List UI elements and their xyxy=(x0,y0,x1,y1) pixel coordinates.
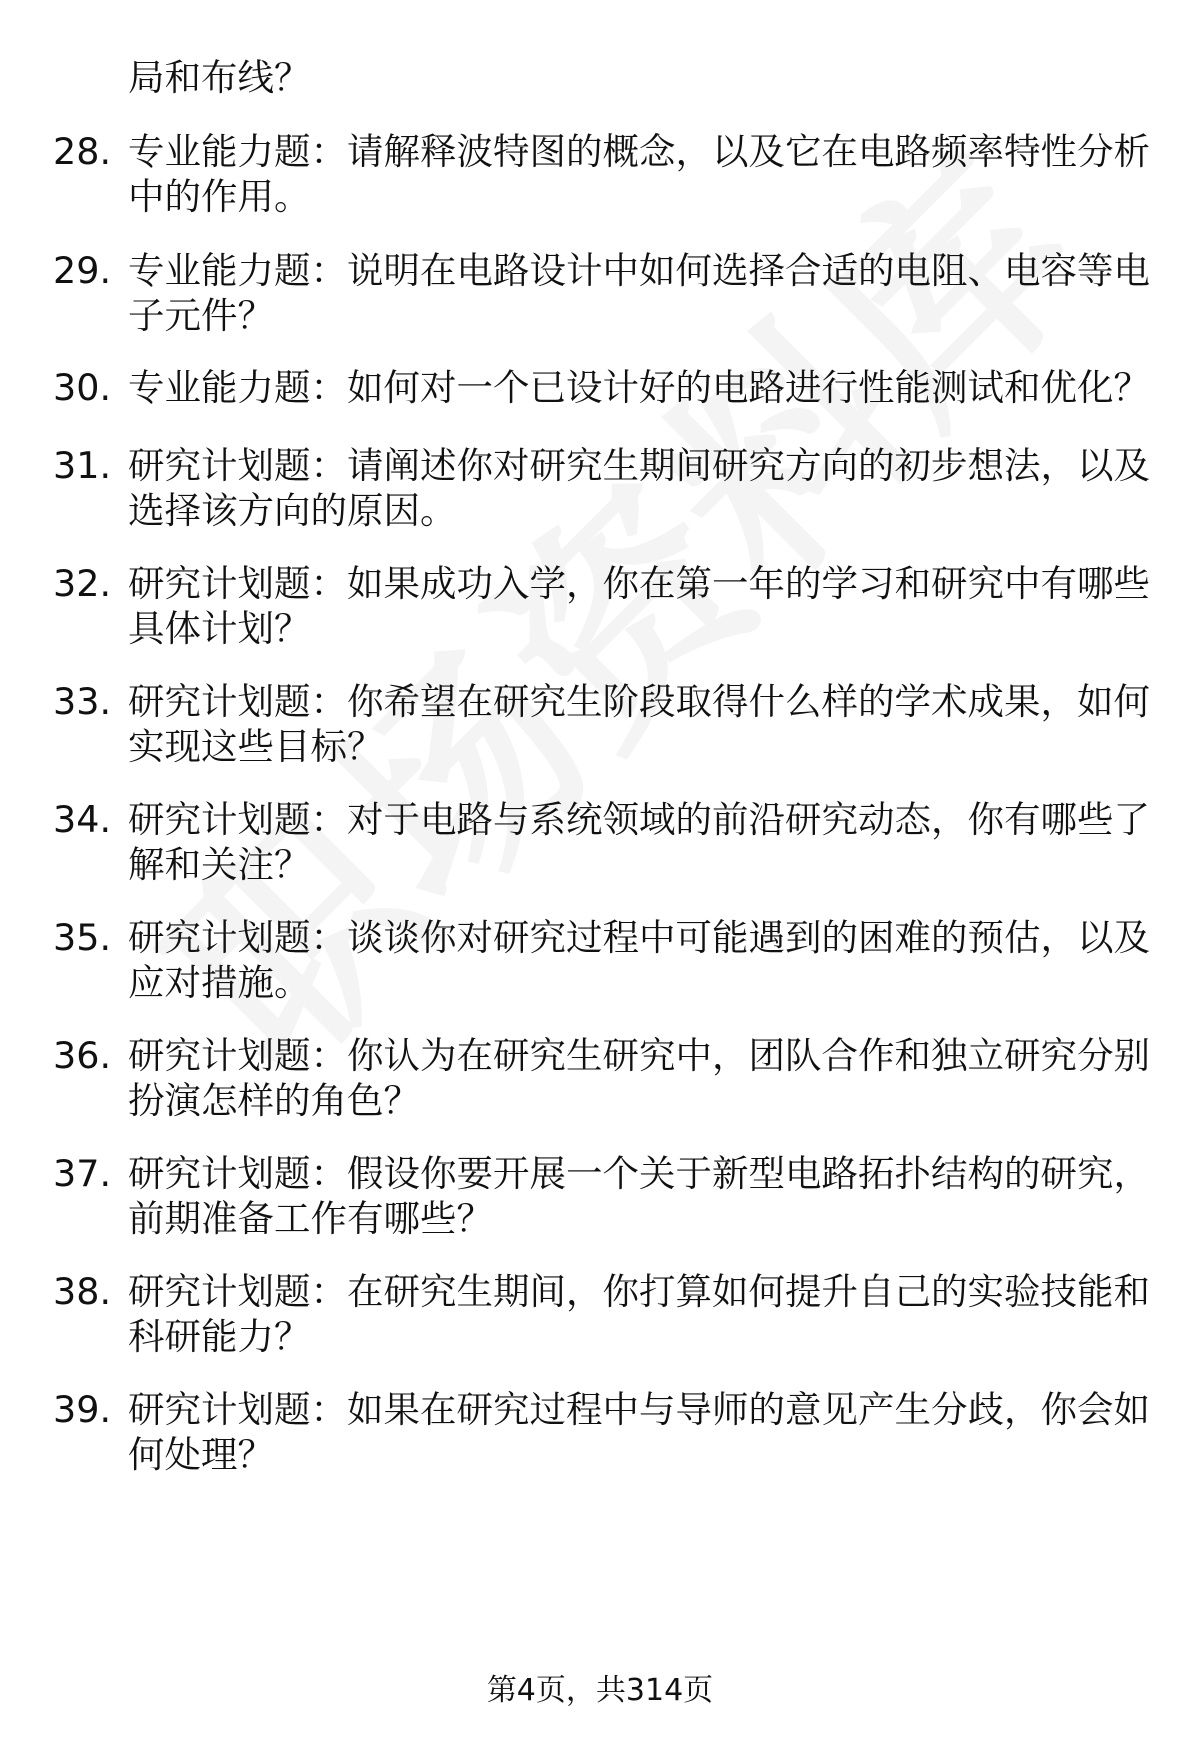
list-item-number: 33. xyxy=(53,680,112,723)
list-item-number: 32. xyxy=(53,562,112,605)
list-item-number: 37. xyxy=(53,1152,112,1195)
list-item-text: 研究计划题：你认为在研究生研究中，团队合作和独立研究分别 xyxy=(128,1034,1150,1077)
list-item-text: 实现这些目标？ xyxy=(128,725,384,768)
list-item-continuation xyxy=(0,1425,1200,1485)
page-footer: 第4页，共314页 xyxy=(486,1673,714,1708)
list-item-number: 30. xyxy=(53,366,112,409)
list-item-continuation xyxy=(0,286,1200,346)
list-item-text: 专业能力题：如何对一个已设计好的电路进行性能测试和优化？ xyxy=(128,366,1150,409)
list-item-text: 解和关注？ xyxy=(128,843,311,886)
list-item-continuation xyxy=(0,1307,1200,1367)
list-item-text: 前期准备工作有哪些？ xyxy=(128,1197,493,1240)
list-item-text: 研究计划题：对于电路与系统领域的前沿研究动态，你有哪些了 xyxy=(128,798,1150,841)
list-item-number: 34. xyxy=(53,798,112,841)
list-item xyxy=(0,48,1200,108)
list-item-text: 研究计划题：谈谈你对研究过程中可能遇到的困难的预估，以及 xyxy=(128,916,1150,959)
list-item-continuation xyxy=(0,953,1200,1013)
list-item-text: 专业能力题：请解释波特图的概念，以及它在电路频率特性分析 xyxy=(128,130,1150,173)
list-item-text: 研究计划题：在研究生期间，你打算如何提升自己的实验技能和 xyxy=(128,1270,1150,1313)
list-item-text: 何处理？ xyxy=(128,1433,274,1476)
list-item-text: 中的作用。 xyxy=(128,175,311,218)
list-item-text: 选择该方向的原因。 xyxy=(128,489,457,532)
list-item-text: 研究计划题：请阐述你对研究生期间研究方向的初步想法，以及 xyxy=(128,444,1150,487)
list-item-number: 28. xyxy=(53,130,112,173)
list-item-continuation xyxy=(0,167,1200,227)
list-item xyxy=(0,358,1200,418)
list-item-continuation xyxy=(0,835,1200,895)
list-item-number: 38. xyxy=(53,1270,112,1313)
list-item-text: 科研能力？ xyxy=(128,1315,311,1358)
list-item-text: 研究计划题：如果在研究过程中与导师的意见产生分歧，你会如 xyxy=(128,1388,1150,1431)
list-item-text: 具体计划？ xyxy=(128,607,311,650)
list-item-continuation xyxy=(0,1071,1200,1131)
list-item-number: 39. xyxy=(53,1388,112,1431)
list-item-text: 研究计划题：假设你要开展一个关于新型电路拓扑结构的研究， xyxy=(128,1152,1150,1195)
list-item-number: 35. xyxy=(53,916,112,959)
list-item-continuation xyxy=(0,599,1200,659)
list-item-text: 扮演怎样的角色？ xyxy=(128,1079,420,1122)
list-item-number: 29. xyxy=(53,249,112,292)
list-item-continuation xyxy=(0,481,1200,541)
list-item-continuation xyxy=(0,1189,1200,1249)
list-item-text: 子元件？ xyxy=(128,294,274,337)
list-item-continuation xyxy=(0,717,1200,777)
list-item-text: 局和布线？ xyxy=(128,56,311,99)
list-item-text: 研究计划题：如果成功入学，你在第一年的学习和研究中有哪些 xyxy=(128,562,1150,605)
list-item-text: 研究计划题：你希望在研究生阶段取得什么样的学术成果，如何 xyxy=(128,680,1150,723)
list-item-text: 专业能力题：说明在电路设计中如何选择合适的电阻、电容等电 xyxy=(128,249,1150,292)
list-item-text: 应对措施。 xyxy=(128,961,311,1004)
list-item-number: 31. xyxy=(53,444,112,487)
list-item-number: 36. xyxy=(53,1034,112,1077)
